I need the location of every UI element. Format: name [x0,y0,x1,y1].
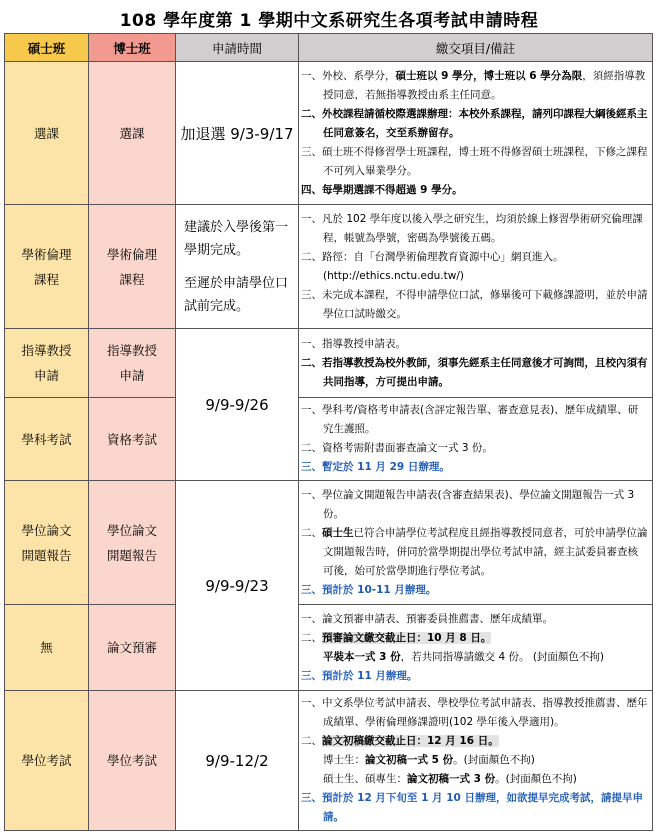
phd-line: 學術倫理 [106,246,157,262]
time-cell [176,481,299,691]
phd-line: 選課 [119,125,145,141]
phd-cell [89,691,176,831]
note-text: 三、未完成本課程，不得申請學位口試，修畢後可下載修課證明，並於申請學位口試時繳交。 [301,288,648,320]
master-cell [5,691,89,831]
phd-cell [89,605,176,691]
note-text: 二、 [301,631,322,644]
time-line: 試前完成。 [184,298,250,314]
master-line: 申請 [33,368,59,383]
note-text: ，須經指導教授同意，若無指導教授由系主任同意。 [323,69,646,101]
note-item [301,105,648,143]
table-row [5,691,653,831]
time-cell [176,691,299,831]
table-row [5,205,653,329]
note-item [301,751,648,770]
phd-line: 開題報告 [106,547,157,563]
master-line: 指導教授 [21,343,72,358]
note-text: 二、若指導教授為校外教師，須事先經系主任同意後才可詢問，且校內須有共同指導，方可提出申請。 [301,356,648,388]
notes-cell [299,481,653,605]
note-text: 三、預計於 11 月辦理。 [301,669,418,682]
note-text: 二、外校課程請循校際選課辦理：本校外系課程，請列印課程大綱後經系主任同意簽名，交至系辦留存。 [301,107,648,139]
note-text: 。(封面顏色不拘) [495,773,577,785]
master-cell [5,62,89,205]
note-text: 一、指導教授申請表。 [301,337,406,350]
note-item [301,267,648,286]
note-item [301,458,648,477]
notes-cell [299,605,653,691]
note-text: 已符合申請學位考試程度且經指導教授同意者，可於申請學位論文開題報告時，併同於當學期提出學位考試申請，經主試委員審查核可後，始可於當學期進行學位考試。 [323,526,648,577]
note-item [301,439,648,458]
note-item [301,248,648,267]
master-cell [5,398,89,481]
time-line: 建議於入學後第一 [184,219,289,235]
notes-cell [299,62,653,205]
note-text: 三、暫定於 11 月 29 日辦理。 [301,461,450,473]
note-item [301,335,648,354]
note-text: ，若共同指導請繳交 4 份。 (封面顏色不拘) [400,650,605,663]
table-row [5,62,653,205]
note-item [301,143,648,181]
note-item [301,524,648,581]
note-text: 三、預計於 10-11 月辦理。 [301,583,437,596]
page-title: 108 學年度第 1 學期中文系研究生各項考試申請時程 [119,11,539,31]
note-text: 論文初稿一式 3 份 [407,773,496,785]
time-cell [176,205,299,329]
note-item [301,770,648,789]
time-cell [176,329,299,481]
time-line: 9/9-12/2 [205,751,269,770]
note-text: 博士生： [323,754,365,766]
table-row [5,329,653,398]
note-item [301,667,648,686]
note-item [301,629,648,648]
header-master: 碩士班 [5,34,89,62]
note-item [301,354,648,392]
note-text: 一、中文系學位考試申請表、學校學位考試申請表、指導教授推薦書、歷年成績單、學術倫理修課證明(102 學年後入學適用)。 [301,697,648,728]
schedule-table [4,33,653,831]
table-row [5,481,653,605]
master-cell [5,481,89,605]
note-text: 論文初稿一式 5 份 [365,754,454,766]
note-text: 二、資格考需附書面審查論文一式 3 份。 [301,442,493,454]
header-notes: 繳交項目/備註 [299,34,653,62]
time-cell [176,62,299,205]
phd-line: 論文預審 [106,640,157,655]
master-line: 選課 [33,125,59,141]
phd-line: 申請 [119,368,145,383]
note-item [301,181,648,200]
note-text: 一、論文預審申請表、預審委員推薦書、歷年成績單。 [301,612,553,625]
phd-cell [89,398,176,481]
phd-cell [89,481,176,605]
phd-cell [89,205,176,329]
master-line: 學位論文 [21,522,72,538]
header-phd: 博士班 [89,34,176,62]
master-cell [5,205,89,329]
note-item [301,286,648,324]
master-line: 學位考試 [21,753,72,768]
notes-cell [299,329,653,398]
header-time: 申請時間 [176,34,299,62]
note-text: 一、學科考/資格考申請表(含評定報告單、審查意見表)、歷年成績單、研究生護照。 [301,404,639,435]
master-line: 無 [40,640,53,655]
notes-cell [299,398,653,481]
note-text: 碩士生 [322,526,354,539]
note-item [301,210,648,248]
table-row [5,398,653,481]
master-line: 課程 [33,271,59,287]
phd-line: 學位考試 [106,753,157,768]
phd-line: 學位論文 [106,522,157,538]
note-item [301,732,648,751]
phd-line: 資格考試 [106,431,157,447]
notes-cell [299,691,653,831]
time-line: 至遲於申請學位口 [184,275,289,291]
phd-line: 課程 [119,271,145,287]
note-text: 一、學位論文開題報告申請表(含審查結果表)、學位論文開題報告一式 3 份。 [301,488,635,520]
master-cell [5,605,89,691]
phd-line: 指導教授 [106,343,157,358]
note-item [301,581,648,600]
note-item [301,648,648,667]
master-line: 學術倫理 [21,246,72,262]
notes-cell [299,205,653,329]
note-text: 碩士班以 9 學分，博士班以 6 學分為限 [395,69,583,82]
note-item [301,67,648,105]
note-item [301,789,648,827]
note-item [301,610,648,629]
note-item [301,401,648,439]
phd-cell [89,329,176,398]
master-cell [5,329,89,398]
note-text: 。(封面顏色不拘) [453,754,535,766]
note-text: 平裝本一式 3 份 [323,650,401,663]
note-text: 一、外校、系學分， [301,69,396,82]
note-text: 四、每學期選課不得超過 9 學分。 [301,183,463,196]
master-line: 學科考試 [21,431,72,447]
phd-cell [89,62,176,205]
note-item [301,694,648,732]
time-line: 加退選 9/3-9/17 [180,124,294,143]
note-text: 三、碩士班不得修習學士班課程，博士班不得修習碩士班課程，下修之課程不可列入畢業學分。 [301,145,648,177]
note-text: 二、 [301,735,322,747]
time-line: 9/9-9/26 [205,395,269,414]
note-text: 二、路徑：自「台灣學術倫理教育資源中心」網頁進入。 [301,250,564,263]
note-text: 預審論文繳交截止日：10 月 8 日。 [322,631,492,644]
time-line: 學期完成。 [184,242,250,258]
note-item [301,486,648,524]
note-text: 論文初稿繳交截止日：12 月 16 日。 [322,735,499,747]
master-line: 開題報告 [21,547,72,563]
table-header-row [5,34,653,62]
note-text: 三、預計於 12 月下旬至 1 月 10 日辦理，如欲提早完成考試，請提早申請。 [301,792,643,823]
note-text: 碩士生、碩專生： [323,773,407,785]
note-text: 二、 [301,526,322,539]
time-line: 9/9-9/23 [205,576,269,595]
note-text: 一、凡於 102 學年度以後入學之研究生，均須於線上修習學術研究倫理課程，帳號為學號，密碼為學號後五碼。 [301,212,643,244]
table-row [5,605,653,691]
note-text: (http://ethics.nctu.edu.tw/) [323,269,464,282]
